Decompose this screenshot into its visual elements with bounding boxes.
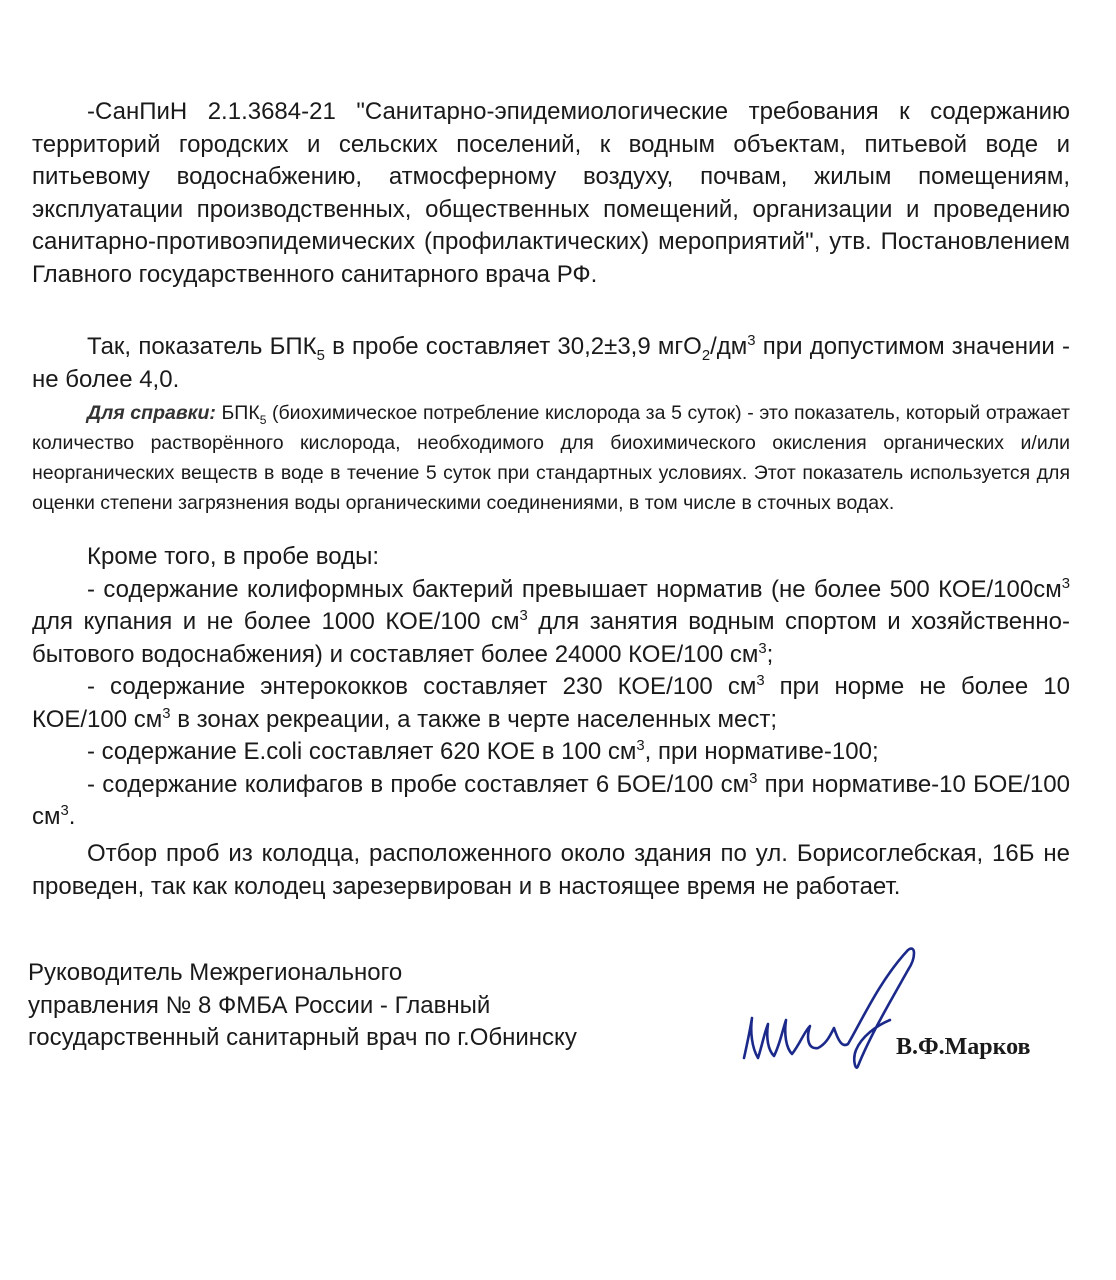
bpk-sub-5: 5 [316,347,325,364]
signatory-name: В.Ф.Марков [896,1034,1031,1060]
enterococci-item: - содержание энтерококков составляет 230 КОЕ/100 $см^3$ при норме не более 10 КОЕ/100 $см^3$ в зонах рекреации, а также в черте населенных мест; [32,673,1070,733]
signatory-title [28,957,668,1055]
bpk-paragraph [32,331,1070,396]
signatory-line-1: Руководитель Межрегионального [28,959,403,986]
coliform-item: - содержание колиформных бактерий превышает норматив (не более 500 КОЕ/$100см^3$ для купания и не более 1000 КОЕ/100 $см^3$ для занятия водным спортом и хозяйственно-бытового водоснабжения) и составляет более 24000 КОЕ/100 $см^3$; [32,575,1070,668]
sampling-text: Отбор проб из колодца, расположенного около здания по ул. Борисоглебская, 16Б не проведен, так как колодец зарезервирован и в настоящее время не работает. [32,840,1070,900]
bpk-text-b: в пробе составляет 30,2±3,9 мгО [324,333,702,360]
besides-section [32,541,1070,834]
bpk-text-a: Так, показатель БПК [87,333,317,360]
bpk-text-d: при допустимом значении - не более 4,0. [32,333,1071,393]
sanpin-text: -СанПиН 2.1.3684-21 "Санитарно-эпидемиологические требования к содержанию территорий городских и сельских поселений, к водным объектам, питьевой воде и питьевому водоснабжению, атмосферному воздуху, почвам, жилым помещениям, эксплуатации производственных, общественных помещений, организации и проведению санитарно-противоэпидемических (профилактических) мероприятий", утв. Постановлением Главного государственного санитарного врача РФ. [32,98,1070,288]
signatory-line-3: государственный санитарный врач по г.Обнинску [28,1024,577,1051]
coliphage-item: - содержание колифагов в пробе составляет 6 БОЕ/100 $см^3$ при нормативе-10 БОЕ/100 $см^3$. [32,770,1070,830]
reference-sub-5: 5 [259,412,267,427]
sanpin-paragraph [32,96,1070,291]
reference-text-a: БПК [215,402,260,424]
reference-lead: Для справки: [87,402,216,424]
bpk-text-c: /дм [710,333,748,360]
reference-text-b: (биохимическое потребление кислорода за 5 суток) - это показатель, который отражает количество растворённого кислорода, необходимого для биохимического окисления органических и/или неорганических веществ в воде в течение 5 суток при стандартных условиях. Этот показатель используется для оценки степени загрязнения воды органическими соединениями, в том числе в сточных водах. [32,402,1070,514]
bpk-sub-2: 2 [701,347,711,364]
reference-paragraph [32,398,1070,518]
besides-heading: Кроме того, в пробе воды: [87,543,379,570]
sampling-paragraph [32,838,1070,903]
bpk-sup-3: 3 [747,333,756,349]
ecoli-item: - содержание E.coli составляет 620 КОЕ в 100 $см^3$, при нормативе-100; [87,738,879,765]
signatory-line-2: управления № 8 ФМБА России - Главный [28,991,491,1019]
